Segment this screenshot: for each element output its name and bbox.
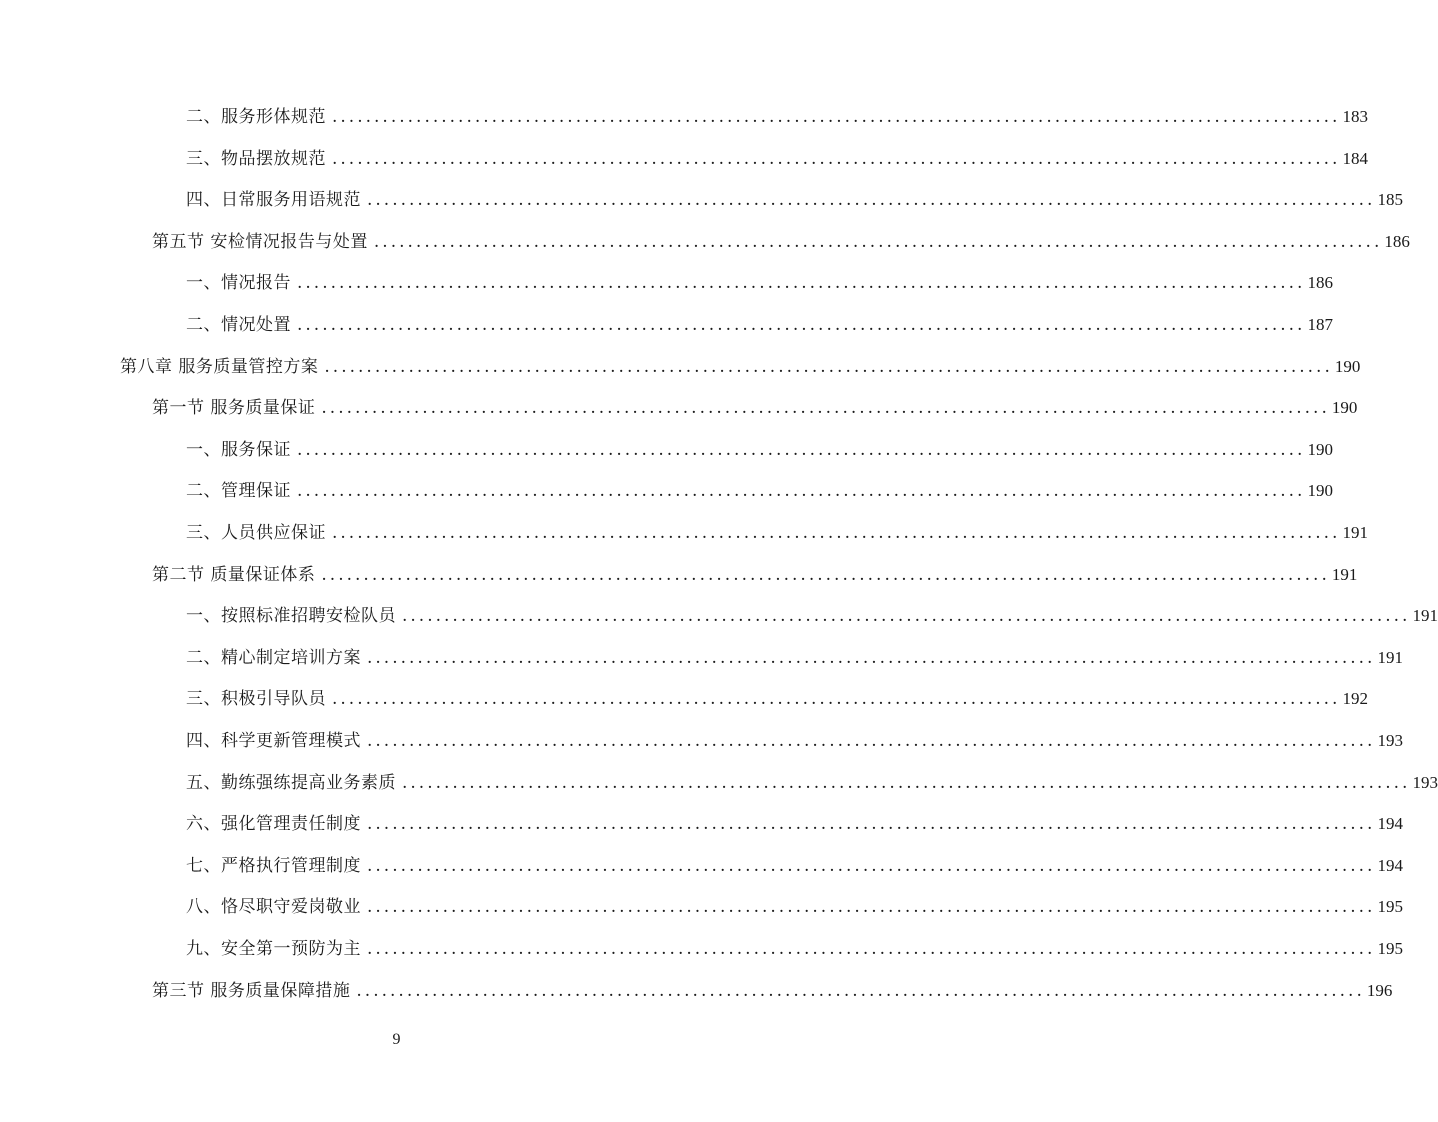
toc-entry-title: 一、情况报告 [186, 273, 291, 293]
toc-dot-leader: ........................................................................................................................ [321, 398, 1330, 418]
toc-entry-title: 第二节 质量保证体系 [152, 565, 316, 585]
toc-entry-title: 五、勤练强练提高业务素质 [186, 773, 396, 793]
toc-dot-leader: ........................................................................................................................ [367, 939, 1376, 959]
toc-entry [186, 730, 1403, 752]
toc-entry [186, 688, 1368, 710]
toc-dot-leader: ........................................................................................................................ [321, 565, 1330, 585]
toc-entry [186, 813, 1403, 835]
toc-entry-page-number: 186 [1307, 273, 1333, 292]
toc-dot-leader: ........................................................................................................................ [297, 315, 1306, 335]
toc-entry-page-number: 192 [1342, 689, 1368, 708]
toc-entry [152, 980, 1393, 1002]
toc-entry-page-number: 195 [1377, 897, 1403, 916]
toc-entry [186, 522, 1368, 544]
toc-entry-page-number: 190 [1307, 440, 1333, 459]
toc-entry-title: 三、人员供应保证 [186, 523, 326, 543]
toc-entry-title: 第一节 服务质量保证 [152, 398, 316, 418]
toc-entry [186, 647, 1403, 669]
toc-dot-leader: ........................................................................................................................ [373, 232, 1383, 252]
toc-dot-leader: ........................................................................................................................ [332, 149, 1341, 169]
toc-entry [186, 106, 1368, 128]
toc-entry [186, 855, 1403, 877]
toc-entry [152, 564, 1358, 586]
toc-entry-title: 一、服务保证 [186, 440, 291, 460]
toc-entry-title: 三、积极引导队员 [186, 689, 326, 709]
toc-dot-leader: ........................................................................................................................ [402, 773, 1411, 793]
toc-entry-page-number: 193 [1412, 773, 1438, 792]
toc-entry-page-number: 195 [1377, 939, 1403, 958]
toc-dot-leader: ........................................................................................................................ [402, 606, 1411, 626]
toc-entry [186, 605, 1438, 627]
toc-dot-leader: ........................................................................................................................ [367, 897, 1376, 917]
toc-dot-leader: ........................................................................................................................ [332, 689, 1341, 709]
toc-entry-page-number: 193 [1377, 731, 1403, 750]
toc-entry-page-number: 191 [1331, 565, 1358, 584]
toc-entry-title: 第八章 服务质量管控方案 [120, 357, 319, 377]
toc-entry [186, 896, 1403, 918]
toc-entry-page-number: 183 [1342, 107, 1368, 126]
toc-entry [120, 356, 1361, 378]
toc-entry-page-number: 186 [1384, 232, 1410, 251]
toc-dot-leader: ........................................................................................................................ [332, 107, 1341, 127]
toc-entry-title: 二、管理保证 [186, 481, 291, 501]
toc-dot-leader: ........................................................................................................................ [297, 273, 1306, 293]
toc-dot-leader: ........................................................................................................................ [367, 190, 1376, 210]
toc-dot-leader: ........................................................................................................................ [367, 856, 1376, 876]
toc-entry [186, 148, 1368, 170]
toc-entry [186, 938, 1403, 960]
toc-dot-leader: ........................................................................................................................ [324, 357, 1333, 377]
toc-entry-title: 三、物品摆放规范 [186, 149, 326, 169]
toc-entry [186, 314, 1333, 336]
toc-entry-page-number: 194 [1377, 856, 1403, 875]
toc-entry-title: 九、安全第一预防为主 [186, 939, 361, 959]
toc-dot-leader: ........................................................................................................................ [297, 481, 1306, 501]
toc-entry-page-number: 190 [1307, 481, 1333, 500]
toc-entry-title: 二、情况处置 [186, 315, 291, 335]
toc-entry-page-number: 191 [1342, 523, 1368, 542]
toc-entry [186, 480, 1333, 502]
toc-entry-page-number: 196 [1366, 981, 1393, 1000]
toc-entry-title: 四、日常服务用语规范 [186, 190, 361, 210]
toc-entry [186, 439, 1333, 461]
toc-dot-leader: ........................................................................................................................ [297, 440, 1306, 460]
toc-entry-page-number: 191 [1377, 648, 1403, 667]
toc-entry [152, 231, 1410, 253]
page-number: 9 [392, 1031, 401, 1048]
toc-dot-leader: ........................................................................................................................ [367, 731, 1376, 751]
toc-entry-title: 四、科学更新管理模式 [186, 731, 361, 751]
toc-entry-page-number: 194 [1377, 814, 1403, 833]
toc-entry-title: 第五节 安检情况报告与处置 [152, 232, 368, 252]
toc-entry-title: 六、强化管理责任制度 [186, 814, 361, 834]
toc-entry-title: 七、严格执行管理制度 [186, 856, 361, 876]
toc-entry-title: 一、按照标准招聘安检队员 [186, 606, 396, 626]
toc-dot-leader: ........................................................................................................................ [367, 648, 1376, 668]
toc-entry-title: 二、精心制定培训方案 [186, 648, 361, 668]
toc-entry-page-number: 184 [1342, 149, 1368, 168]
toc-entry [152, 397, 1358, 419]
toc-dot-leader: ........................................................................................................................ [356, 981, 1365, 1001]
toc-entry-page-number: 185 [1377, 190, 1403, 209]
toc-entry-title: 第三节 服务质量保障措施 [152, 981, 351, 1001]
toc-dot-leader: ........................................................................................................................ [367, 814, 1376, 834]
toc-entry-page-number: 191 [1412, 606, 1438, 625]
toc-entry [186, 272, 1333, 294]
toc-entry-page-number: 190 [1331, 398, 1358, 417]
toc-entry [186, 772, 1438, 794]
toc-entry-title: 二、服务形体规范 [186, 107, 326, 127]
toc-dot-leader: ........................................................................................................................ [332, 523, 1341, 543]
toc-entry [186, 189, 1403, 211]
toc-entry-title: 八、恪尽职守爱岗敬业 [186, 897, 361, 917]
toc-entry-page-number: 187 [1307, 315, 1333, 334]
toc-entry-page-number: 190 [1334, 357, 1361, 376]
